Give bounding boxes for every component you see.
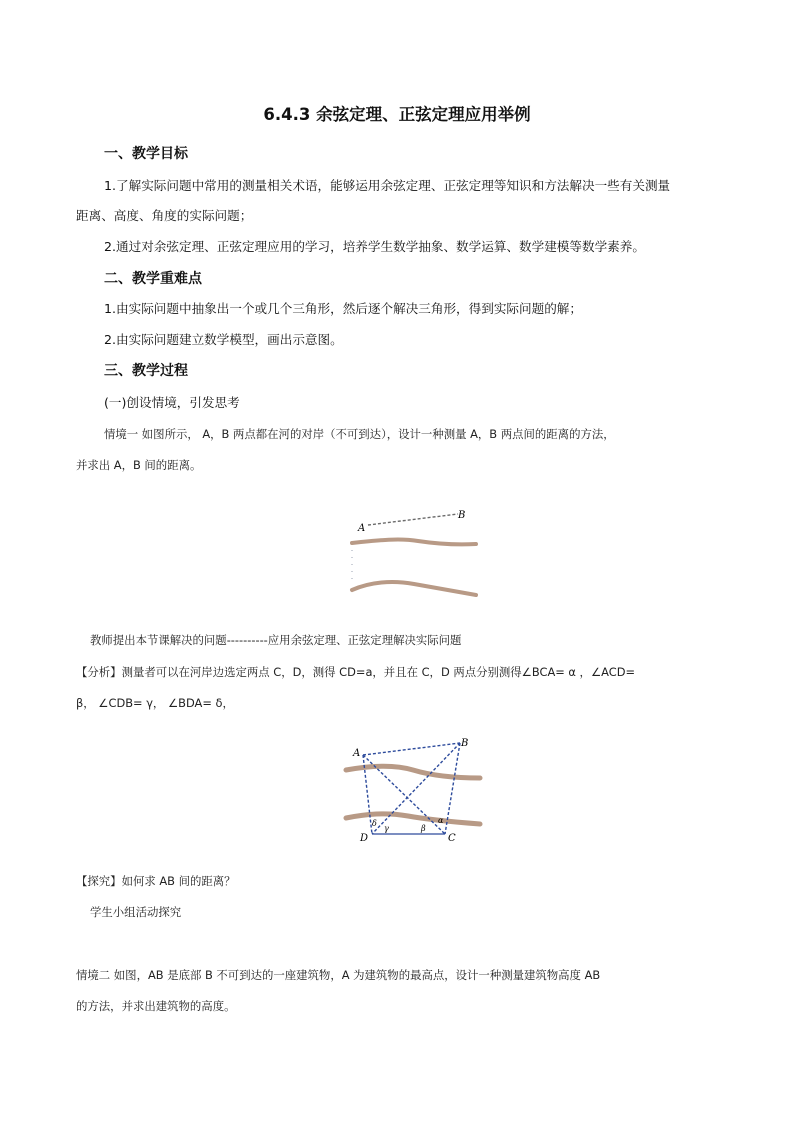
teacher-question: 教师提出本节课解决的问题----------应用余弦定理、正弦定理解决实际问题	[90, 633, 462, 647]
subsection-heading: (一)创设情境，引发思考	[104, 395, 240, 410]
scene-1-line-1: 情境一 如图所示， A，B 两点都在河的对岸（不可到达），设计一种测量 A，B 两点间的距离的方法，	[104, 427, 615, 441]
segment-ab	[363, 743, 460, 755]
scene-2-line-1: 情境二 如图，AB 是底部 B 不可到达的一座建筑物，A 为建筑物的最高点，设计一种测量建筑物高度 AB	[76, 968, 601, 982]
objective-1-line-1: 1.了解实际问题中常用的测量相关术语，能够运用余弦定理、正弦定理等知识和方法解决一些有关测量	[104, 178, 671, 193]
section-heading-process: 三、教学过程	[104, 363, 188, 379]
objective-1-line-2: 距离、高度、角度的实际问题；	[76, 208, 253, 223]
river-bank-lower	[346, 814, 480, 824]
segment-ab	[368, 514, 458, 525]
point-label-c: C	[448, 833, 456, 844]
angle-label-delta: δ	[372, 819, 377, 828]
page-title: 6.4.3 余弦定理、正弦定理应用举例	[263, 105, 531, 124]
key-point-2: 2.由实际问题建立数学模型，画出示意图。	[104, 332, 343, 347]
scene-2-line-2: 的方法，并求出建筑物的高度。	[76, 999, 236, 1013]
objective-2: 2.通过对余弦定理、正弦定理应用的学习，培养学生数学抽象、数学运算、数学建模等数学素养。	[104, 239, 645, 254]
explore-question: 【探究】如何求 AB 间的距离？	[76, 874, 236, 888]
point-label-a: A	[358, 523, 366, 534]
analysis-line-1: 【分析】测量者可以在河岸边选定两点 C，D，测得 CD=a，并且在 C，D 两点分别测得∠BCA= α ，∠ACD=	[76, 665, 636, 679]
group-activity: 学生小组活动探究	[90, 905, 182, 919]
angle-label-gamma: γ	[384, 824, 389, 833]
river-bank-lower	[352, 582, 476, 595]
scene-1-line-2: 并求出 A，B 间的距离。	[76, 458, 202, 472]
point-label-b: B	[458, 510, 466, 521]
key-point-1: 1.由实际问题中抽象出一个或几个三角形，然后逐个解决三角形，得到实际问题的解；	[104, 301, 582, 316]
river-bank-upper	[352, 540, 476, 545]
point-label-a: A	[353, 748, 361, 759]
river-figure-2	[338, 734, 488, 846]
point-label-d: D	[360, 833, 369, 844]
point-label-b: B	[461, 738, 469, 749]
angle-label-alpha: α	[438, 816, 444, 825]
section-heading-key-points: 二、教学重难点	[104, 271, 202, 287]
analysis-line-2: β， ∠CDB= γ， ∠BDA= δ，	[76, 696, 234, 710]
section-heading-objectives: 一、教学目标	[104, 146, 188, 162]
angle-label-beta: β	[421, 824, 426, 833]
river-figure-1	[340, 500, 480, 610]
